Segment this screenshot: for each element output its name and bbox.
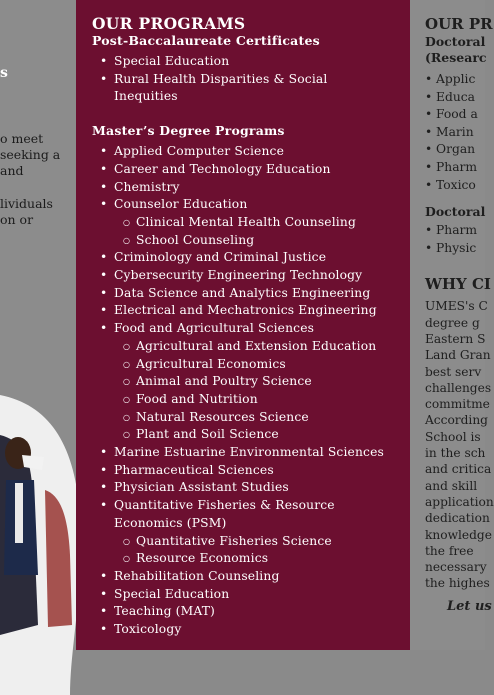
program-label: Toxicology bbox=[114, 622, 182, 637]
program-item bbox=[92, 320, 410, 444]
body-line: According bbox=[425, 413, 488, 428]
why-choose-title: WHY CI bbox=[425, 275, 491, 294]
program-label: Data Science and Analytics Engineering bbox=[114, 285, 371, 300]
body-line: in the sch bbox=[425, 446, 486, 461]
left-text-fragment: o meet bbox=[0, 131, 44, 146]
right-list-item: • Pharm bbox=[425, 222, 485, 240]
programs-title: OUR PROGRAMS bbox=[92, 14, 246, 33]
right-list-item: • Applic bbox=[425, 71, 485, 89]
program-label: Rural Health Disparities & Social Inequities bbox=[114, 71, 328, 104]
program-subitem: ○ Clinical Mental Health Counseling bbox=[114, 214, 410, 232]
body-line: UMES's C bbox=[425, 299, 488, 314]
section-heading-masters: Master’s Degree Programs bbox=[92, 123, 285, 139]
program-subitem: ○ Quantitative Fisheries Science bbox=[114, 533, 410, 551]
program-item bbox=[92, 302, 410, 320]
right-list-item: • Food a bbox=[425, 106, 485, 124]
program-label: Special Education bbox=[114, 54, 230, 68]
body-line: challenges bbox=[425, 380, 492, 395]
right-list-item: • Physic bbox=[425, 240, 485, 258]
program-item bbox=[92, 53, 410, 71]
left-text-fragment: on or bbox=[0, 212, 34, 227]
certificate-list bbox=[92, 53, 410, 106]
program-item bbox=[92, 249, 410, 267]
program-label: Rehabilitation Counseling bbox=[114, 568, 280, 583]
body-line: the highes bbox=[425, 576, 490, 591]
left-text-fragment: seeking a bbox=[0, 147, 61, 162]
tagline: Let us bbox=[447, 598, 492, 614]
program-label: Marine Estuarine Environmental Sciences bbox=[114, 445, 384, 460]
left-panel bbox=[0, 0, 76, 650]
program-label: Applied Computer Science bbox=[114, 144, 285, 159]
program-item bbox=[92, 71, 410, 106]
right-list-item: • Toxico bbox=[425, 177, 485, 195]
program-label: Food and Agricultural Sciences bbox=[114, 321, 315, 336]
left-text-fragment: lividuals bbox=[0, 196, 53, 211]
right-panel bbox=[410, 0, 494, 650]
why-choose-body bbox=[425, 298, 494, 591]
program-item bbox=[92, 267, 410, 285]
program-label: Counselor Education bbox=[114, 197, 248, 212]
program-label: Teaching (MAT) bbox=[114, 604, 215, 619]
right-doctoral-heading-2: Doctoral bbox=[425, 204, 486, 220]
left-heading-fragment: s bbox=[0, 65, 8, 81]
right-research-heading: (Researc bbox=[425, 50, 487, 65]
body-line: application bbox=[425, 494, 494, 509]
program-label: Cybersecurity Engineering Technology bbox=[114, 268, 363, 283]
body-line: dedication bbox=[425, 511, 490, 526]
programs-panel bbox=[76, 0, 410, 650]
body-line: knowledge bbox=[425, 527, 492, 542]
program-item bbox=[92, 568, 410, 586]
masters-list bbox=[92, 143, 410, 639]
program-subitem: ○ Plant and Soil Science bbox=[114, 426, 410, 444]
body-line: commitme bbox=[425, 397, 490, 412]
program-item bbox=[92, 444, 410, 462]
body-line: Eastern S bbox=[425, 331, 486, 346]
program-subitem: ○ Animal and Poultry Science bbox=[114, 373, 410, 391]
right-list-item: • Marin bbox=[425, 124, 485, 142]
program-item bbox=[92, 586, 410, 604]
right-programs-title: OUR PR bbox=[425, 15, 493, 33]
program-item bbox=[92, 462, 410, 480]
program-label: Physician Assistant Studies bbox=[114, 480, 289, 495]
right-list-item: • Organ bbox=[425, 141, 485, 159]
program-item bbox=[92, 196, 410, 249]
right-doctoral-heading: Doctoral bbox=[425, 34, 486, 49]
program-subitem: ○ Agricultural Economics bbox=[114, 356, 410, 374]
body-line: best serv bbox=[425, 364, 482, 379]
program-subitem: ○ Resource Economics bbox=[114, 550, 410, 568]
body-line: and critica bbox=[425, 462, 492, 477]
body-line: degree g bbox=[425, 315, 480, 330]
program-sublist bbox=[114, 338, 410, 444]
right-doctoral-list-2 bbox=[425, 222, 485, 257]
left-text-fragment: and bbox=[0, 163, 24, 178]
right-list-item: • Educa bbox=[425, 89, 485, 107]
program-item bbox=[92, 621, 410, 639]
program-item bbox=[92, 497, 410, 568]
program-item bbox=[92, 143, 410, 161]
program-subitem: ○ Agricultural and Extension Education bbox=[114, 338, 410, 356]
program-label: Criminology and Criminal Justice bbox=[114, 250, 327, 265]
right-doctoral-list bbox=[425, 71, 485, 194]
program-label: Quantitative Fisheries & Resource Economics (PSM) bbox=[114, 498, 335, 530]
section-heading-certificates: Post-Baccalaureate Certificates bbox=[92, 33, 320, 48]
program-item bbox=[92, 285, 410, 303]
program-item bbox=[92, 479, 410, 497]
program-label: Special Education bbox=[114, 586, 230, 601]
program-item bbox=[92, 603, 410, 621]
program-subitem: ○ Food and Nutrition bbox=[114, 391, 410, 409]
program-sublist bbox=[114, 533, 410, 568]
body-line: necessary bbox=[425, 560, 487, 575]
program-label: Pharmaceutical Sciences bbox=[114, 462, 274, 477]
program-subitem: ○ Natural Resources Science bbox=[114, 409, 410, 427]
body-line: and skill bbox=[425, 478, 478, 493]
program-sublist bbox=[114, 214, 410, 249]
body-line: Land Gran bbox=[425, 348, 491, 363]
program-subitem: ○ School Counseling bbox=[114, 232, 410, 250]
program-label: Electrical and Mechatronics Engineering bbox=[114, 303, 377, 318]
program-item bbox=[92, 179, 410, 197]
body-line: the free bbox=[425, 543, 474, 558]
program-item bbox=[92, 161, 410, 179]
program-label: Career and Technology Education bbox=[114, 161, 331, 176]
body-line: School is bbox=[425, 429, 481, 444]
right-list-item: • Pharm bbox=[425, 159, 485, 177]
program-label: Chemistry bbox=[114, 179, 180, 194]
